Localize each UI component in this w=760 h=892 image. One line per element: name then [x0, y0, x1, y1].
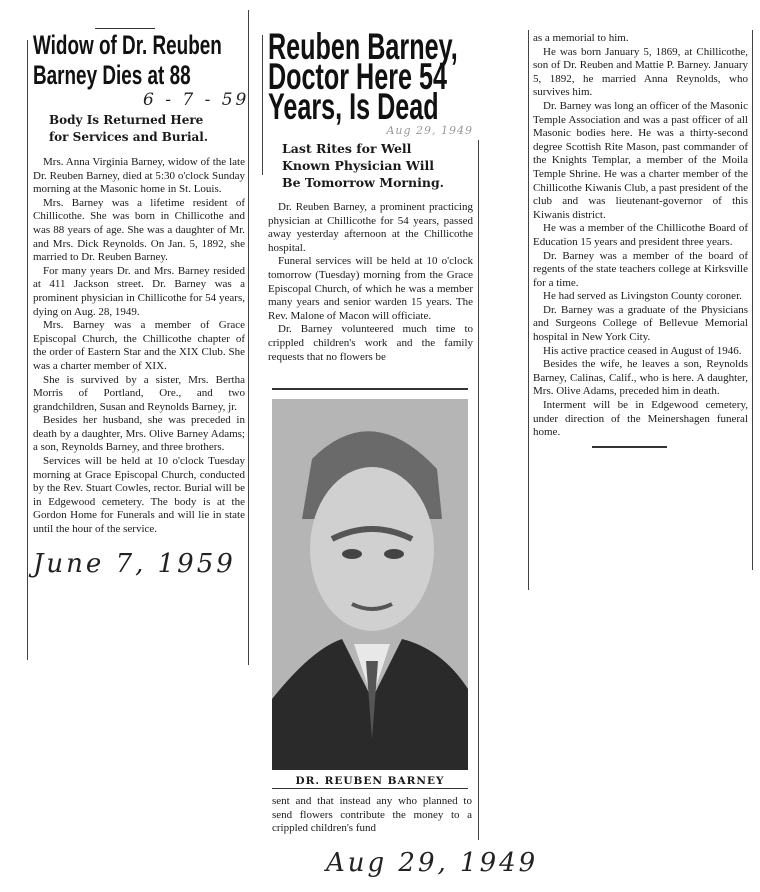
headline-line: Doctor Here 54	[268, 56, 447, 97]
paragraph: For many years Dr. and Mrs. Barney resided at 411 Jackson street. Dr. Barney was a prominent physician in Chillicothe for 54 years, dying on Aug. 28, 1949.	[33, 264, 245, 318]
portrait-image	[272, 399, 468, 770]
article-body	[268, 201, 473, 364]
article-continued	[533, 32, 748, 448]
subhead	[282, 140, 473, 191]
paragraph: Mrs. Barney was a member of Grace Episcopal Church, the Chillicothe chapter of the order of Eastern Star and the XIX Club. She was a charter member of XIX.	[33, 319, 245, 372]
paragraph: Mrs. Anna Virginia Barney, widow of the late Dr. Reuben Barney, died at 5:30 o'clock Sunday morning at the Masonic home in St. Louis.	[33, 156, 245, 196]
column-rule	[752, 30, 753, 570]
top-rule	[95, 28, 155, 29]
photo-caption: DR. REUBEN BARNEY	[295, 775, 445, 787]
headline-line: Widow of Dr. Reuben	[33, 30, 222, 60]
subhead-line: Be Tomorrow Morning.	[282, 175, 445, 190]
paragraph: Besides her husband, she was preceded in death by a daughter, Mrs. Olive Barney Adams; a son, Reynolds Barney, and three brothers.	[33, 414, 245, 454]
column-rule	[528, 30, 529, 590]
paragraph: Dr. Barney volunteered much time to crippled children's work and the family requests that no flowers be	[268, 323, 473, 363]
paragraph: Dr. Barney was a graduate of the Physicians and Surgeons College of Bellevue Memorial hospital in New York City.	[533, 303, 748, 344]
article-widow	[33, 30, 250, 579]
divider	[272, 388, 468, 390]
paragraph: Dr. Barney was long an officer of the Masonic Temple Association and was a past officer of all Masonic bodies here. He was a thirty-second degree Scottish Rite Mason, past commander of the Knights Templar, a member of the Moila Temple Shrine. He was a charter member of the Chillicothe Kiwanis Club, a past president of the club and was lieutenant-governor of this Kiwanis district.	[533, 99, 748, 221]
article-doctor	[268, 26, 473, 364]
paragraph: He was a member of the Chillicothe Board of Education 15 years and president three years.	[533, 222, 748, 248]
paragraph: His active practice ceased in August of 1946.	[543, 344, 742, 357]
headline-line: Barney Dies at 88	[33, 60, 191, 90]
subhead	[49, 112, 245, 146]
column-rule	[262, 35, 263, 175]
paragraph: Besides the wife, he leaves a son, Reynolds Barney, Calinas, Calif., who is here. A daughter, Mrs. Olive Adams, preceded him in death.	[533, 358, 748, 398]
paragraph: Dr. Reuben Barney, a prominent practicing physician at Chillicothe for 54 years, passed away yesterday afternoon at the Chillicothe hospital.	[268, 201, 473, 254]
handwritten-note: 6 - 7 - 59	[143, 90, 250, 110]
column-rule	[478, 140, 479, 840]
paragraph: He was born January 5, 1869, at Chillicothe, son of Dr. Reuben and Mattie P. Barney. January 5, 1892, he married Anna Reynolds, who survives him.	[533, 45, 748, 99]
subhead-line: Known Physician Will	[282, 158, 434, 173]
headline	[268, 26, 458, 127]
continued-text	[272, 795, 539, 878]
handwritten-note: Aug 29, 1949	[386, 124, 473, 137]
subhead-line: for Services and Burial.	[49, 130, 209, 144]
handwritten-date: Aug 29, 1949	[326, 847, 539, 878]
paragraph: He had served as Livingston County coroner.	[543, 290, 742, 303]
divider	[272, 788, 468, 789]
article-body	[33, 156, 245, 537]
subhead-line: Body Is Returned Here	[49, 113, 204, 127]
paragraph: Mrs. Barney was a lifetime resident of Chillicothe. She was born in Chillicothe and was 88 years of age. She was a daughter of Mr. and Mrs. Dick Reynolds. On Jan. 5, 1892, she married to Dr. Reuben Barney.	[33, 196, 245, 264]
headline-line: Years, Is Dead	[268, 86, 439, 127]
headline-line: Reuben Barney,	[268, 26, 458, 67]
paragraph: Services will be held at 10 o'clock Tuesday morning at Grace Episcopal Church, conducted by the Rev. Stuart Cowles, rector. Burial will be in Edgewood cemetery. The body is at the Gordon Home for Funerals and will lie in state until the hour of the service.	[33, 455, 245, 536]
paragraph: sent and that instead any who planned to send flowers contribute the money to a crippled children's fund	[272, 795, 472, 835]
paragraph: as a memorial to him.	[533, 32, 629, 44]
paragraph: She is survived by a sister, Mrs. Bertha Morris of Portland, Ore., and two grandchildren, Susan and Reynolds Barney, jr.	[33, 373, 245, 413]
paragraph: Dr. Barney was a member of the board of regents of the state teachers college at Kirksville for a time.	[533, 249, 748, 289]
column-rule	[27, 40, 28, 660]
portrait-photo	[272, 399, 468, 770]
subhead-line: Last Rites for Well	[282, 141, 412, 156]
headline	[33, 30, 222, 90]
end-rule	[592, 446, 667, 448]
paragraph: Interment will be in Edgewood cemetery, under direction of the Meinershagen funeral home.	[533, 399, 748, 439]
paragraph: Funeral services will be held at 10 o'clock tomorrow (Tuesday) morning from the Grace Episcopal Church, of which he was a member many years and senior warden 15 years. The Rev. Malone of Macon will officiate.	[268, 255, 473, 322]
handwritten-date: June 7, 1959	[33, 548, 236, 579]
